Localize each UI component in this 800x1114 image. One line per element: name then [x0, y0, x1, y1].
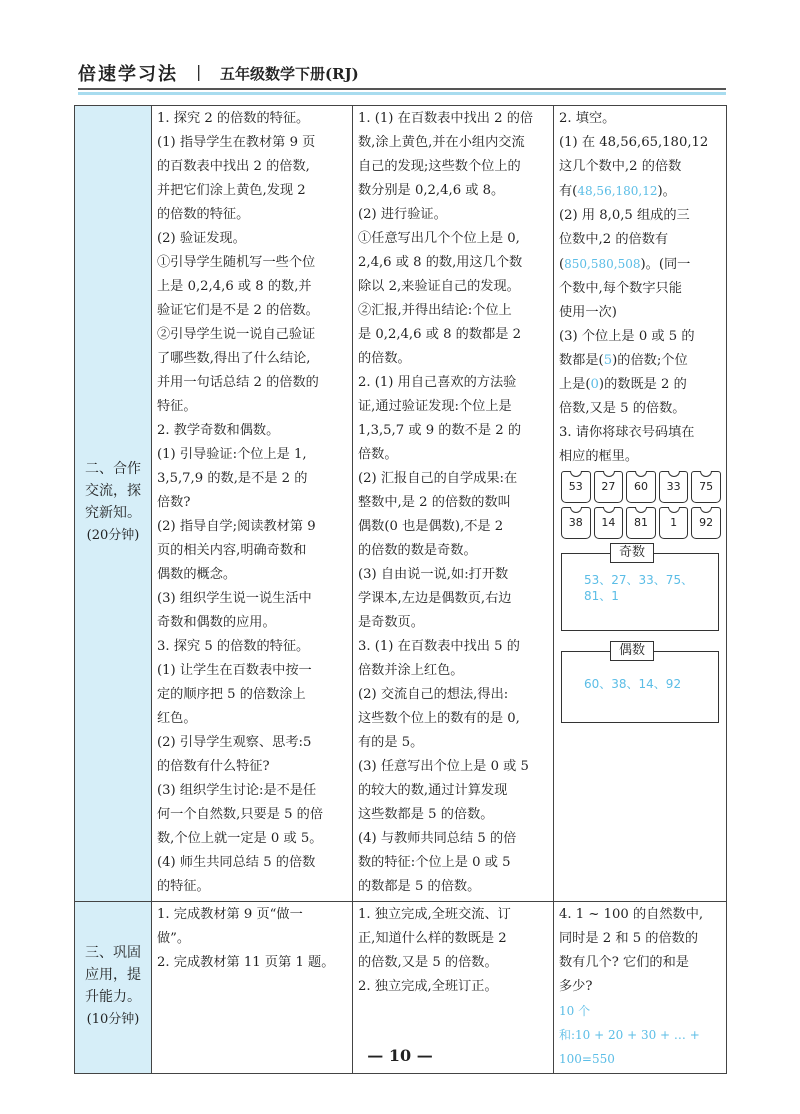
question-text: 同时是 2 和 5 的倍数的: [559, 931, 699, 946]
text-line: 3. (1) 在百数表中找出 5 的: [358, 639, 520, 654]
page-number: — 10 —: [367, 1046, 433, 1065]
text-line: 除以 2,来验证自己的发现。: [358, 279, 520, 294]
text-line: 上是 0,2,4,6 或 8 的数,并: [157, 279, 312, 294]
stage-name-line: 升能力。: [85, 989, 141, 1005]
text-line: 了哪些数,得出了什么结论,: [157, 351, 311, 366]
text-line: 数,涂上黄色,并在小组内交流: [358, 135, 525, 150]
lesson-plan-table: [74, 105, 727, 1074]
text-line: 2. 独立完成,全班订正。: [358, 979, 498, 994]
stage-name-line: 究新知。: [85, 505, 141, 521]
question-text: (2) 用 8,0,5 组成的三: [559, 208, 690, 223]
question-text: 相应的框里。: [559, 449, 639, 464]
text-line: 3. 探究 5 的倍数的特征。: [157, 639, 310, 654]
text-line: 并把它们涂上黄色,发现 2: [157, 183, 306, 198]
question-text: 倍数,又是 5 的倍数。: [559, 401, 686, 416]
text-line: 1. 独立完成,全班交流、订: [358, 907, 511, 922]
text-line: (2) 进行验证。: [358, 207, 447, 222]
text-line: 的倍数有什么特征?: [157, 759, 270, 774]
text-line: (3) 自由说一说,如:打开数: [358, 567, 509, 582]
text-line: 证,通过验证发现:个位上是: [358, 399, 512, 414]
text-line: 何一个自然数,只要是 5 的倍: [157, 807, 324, 822]
text-line: (4) 与教师共同总结 5 的倍: [358, 831, 517, 846]
text-line: 倍数?: [157, 495, 191, 510]
header-rule: [78, 88, 726, 90]
even-number-box: [561, 643, 719, 723]
text-line: 倍数并涂上红色。: [358, 663, 464, 678]
text-line: 1,3,5,7 或 9 的数不是 2 的: [358, 423, 522, 438]
answer-text: 5: [603, 353, 613, 368]
question-text: (1) 在 48,56,65,180,12: [559, 135, 709, 150]
text-line: 的倍数。: [358, 351, 411, 366]
text-line: 特征。: [157, 399, 197, 414]
stage-name-line: 三、巩固: [85, 945, 141, 961]
text-line: 是 0,2,4,6 或 8 的数都是 2: [358, 327, 522, 342]
text-line: (1) 让学生在百数表中按一: [157, 663, 312, 678]
text-line: 1. 探究 2 的倍数的特征。: [157, 111, 310, 126]
question-text: 位数中,2 的倍数有: [559, 232, 669, 247]
text-line: 有的是 5。: [358, 735, 424, 750]
answer-text: 100=550: [559, 1052, 615, 1066]
jersey-icon: 92: [691, 507, 721, 539]
jersey-icon: 33: [659, 471, 689, 503]
text-line: 页的相关内容,明确奇数和: [157, 543, 307, 558]
text-line: 的百数表中找出 2 的倍数,: [157, 159, 310, 174]
text-line: 这些数个位上的数有的是 0,: [358, 711, 520, 726]
brand-title: 倍速学习法: [78, 64, 178, 85]
question-text: 使用一次): [559, 305, 617, 320]
text-line: 2. 教学奇数和偶数。: [157, 423, 280, 438]
odd-answer: 53、27、33、75、81、1: [584, 573, 694, 603]
text-line: 倍数。: [358, 447, 398, 462]
jersey-icon: 38: [561, 507, 591, 539]
text-line: (2) 汇报自己的自学成果:在: [358, 471, 518, 486]
text-line: 的倍数的特征。: [157, 207, 250, 222]
question-text: 这几个数中,2 的倍数: [559, 159, 682, 174]
jersey-icon: 27: [594, 471, 624, 503]
text-line: 3,5,7,9 的数,是不是 2 的: [157, 471, 308, 486]
exercise-cell: [554, 106, 727, 902]
text-line: 这些数都是 5 的倍数。: [358, 807, 494, 822]
text-line: ①引导学生随机写一些个位: [157, 255, 316, 270]
text-line: 做”。: [157, 931, 191, 946]
book-title: 五年级数学下册(RJ): [220, 65, 359, 83]
odd-box-title: 奇数: [610, 543, 654, 563]
text-line: 自己的发现;这些数个位上的: [358, 159, 521, 174]
text-line: 整数中,是 2 的倍数的数叫: [358, 495, 511, 510]
odd-number-box: [561, 545, 719, 631]
teacher-activity-cell: [152, 106, 353, 902]
text-line: (2) 引导学生观察、思考:5: [157, 735, 312, 750]
text-line: (2) 交流自己的想法,得出:: [358, 687, 509, 702]
jersey-row: [561, 507, 721, 539]
text-line: 是奇数页。: [358, 615, 424, 630]
stage-cell: [75, 106, 152, 902]
text-line: (1) 指导学生在教材第 9 页: [157, 135, 316, 150]
question-title: 2. 填空。: [559, 111, 616, 126]
question-text: 多少?: [559, 979, 593, 994]
text-line: 正,知道什么样的数既是 2: [358, 931, 507, 946]
question-text: 上是(0)的数既是 2 的: [559, 377, 687, 392]
text-line: 2,4,6 或 8 的数,用这几个数: [358, 255, 523, 270]
text-line: (1) 引导验证:个位上是 1,: [157, 447, 307, 462]
even-answer: 60、38、14、92: [584, 677, 682, 691]
stage-name-line: 交流，探: [85, 483, 141, 499]
question-text: (3) 个位上是 0 或 5 的: [559, 329, 695, 344]
jersey-icon: 1: [659, 507, 689, 539]
text-line: (2) 验证发现。: [157, 231, 246, 246]
jersey-icon: 75: [691, 471, 721, 503]
answer-text: 850,580,508: [564, 257, 641, 271]
answer-text: 48,56,180,12: [577, 184, 658, 198]
text-line: ②引导学生说一说自己验证: [157, 327, 316, 342]
table-row: [75, 106, 727, 902]
stage-time: (20分钟): [86, 528, 140, 543]
text-line: 红色。: [157, 711, 197, 726]
answer-text: 10 个: [559, 1004, 591, 1018]
text-line: 的倍数,又是 5 的倍数。: [358, 955, 498, 970]
text-line: 2. 完成教材第 11 页第 1 题。: [157, 955, 335, 970]
stage-time: (10分钟): [86, 1012, 140, 1027]
question-text: 数都是(5)的倍数;个位: [559, 353, 688, 368]
text-line: ①任意写出几个个位上是 0,: [358, 231, 520, 246]
student-activity-cell: [353, 106, 554, 902]
text-line: 的较大的数,通过计算发现: [358, 783, 508, 798]
text-line: (3) 任意写出个位上是 0 或 5: [358, 759, 529, 774]
header-separator: |: [196, 62, 202, 81]
text-line: 的数都是 5 的倍数。: [358, 879, 481, 894]
text-line: (2) 指导自学;阅读教材第 9: [157, 519, 316, 534]
question-text: 有(48,56,180,12)。: [559, 184, 676, 199]
text-line: 1. (1) 在百数表中找出 2 的倍: [358, 111, 534, 126]
text-line: 的特征。: [157, 879, 210, 894]
text-line: ②汇报,并得出结论:个位上: [358, 303, 512, 318]
text-line: 偶数(0 也是偶数),不是 2: [358, 519, 504, 534]
text-line: 1. 完成教材第 9 页“做一: [157, 907, 303, 922]
text-line: 并用一句话总结 2 的倍数的: [157, 375, 319, 390]
text-line: 验证它们是不是 2 的倍数。: [157, 303, 319, 318]
stage-name-line: 二、合作: [85, 461, 141, 477]
question-text: 3. 请你将球衣号码填在: [559, 425, 695, 440]
question-text: 数有几个? 它们的和是: [559, 955, 689, 970]
jersey-row: [561, 471, 721, 503]
text-line: 数分别是 0,2,4,6 或 8。: [358, 183, 505, 198]
stage-name-line: 应用，提: [85, 967, 141, 983]
text-line: 学课本,左边是偶数页,右边: [358, 591, 512, 606]
text-line: 2. (1) 用自己喜欢的方法验: [358, 375, 517, 390]
text-line: 奇数和偶数的应用。: [157, 615, 276, 630]
answer-text: 和:10 + 20 + 30 + … +: [559, 1028, 700, 1042]
question-text: 4. 1 ~ 100 的自然数中,: [559, 907, 704, 922]
question-text: (850,580,508)。(同一: [559, 257, 691, 272]
text-line: 的倍数的数是奇数。: [358, 543, 477, 558]
text-line: (3) 组织学生说一说生活中: [157, 591, 312, 606]
text-line: (3) 组织学生讨论:是不是任: [157, 783, 317, 798]
question-text: 个数中,每个数字只能: [559, 281, 682, 296]
text-line: 数,个位上就一定是 0 或 5。: [157, 831, 323, 846]
text-line: 数的特征:个位上是 0 或 5: [358, 855, 511, 870]
text-line: 偶数的概念。: [157, 567, 237, 582]
jersey-icon: 81: [626, 507, 656, 539]
answer-text: 0: [590, 377, 599, 392]
text-line: (4) 师生共同总结 5 的倍数: [157, 855, 316, 870]
even-box-title: 偶数: [610, 641, 654, 661]
header-accent-rule: [78, 92, 726, 95]
text-line: 定的顺序把 5 的倍数涂上: [157, 687, 306, 702]
jersey-icon: 14: [594, 507, 624, 539]
page-header: [78, 58, 726, 88]
jersey-icon: 53: [561, 471, 591, 503]
jersey-icon: 60: [626, 471, 656, 503]
